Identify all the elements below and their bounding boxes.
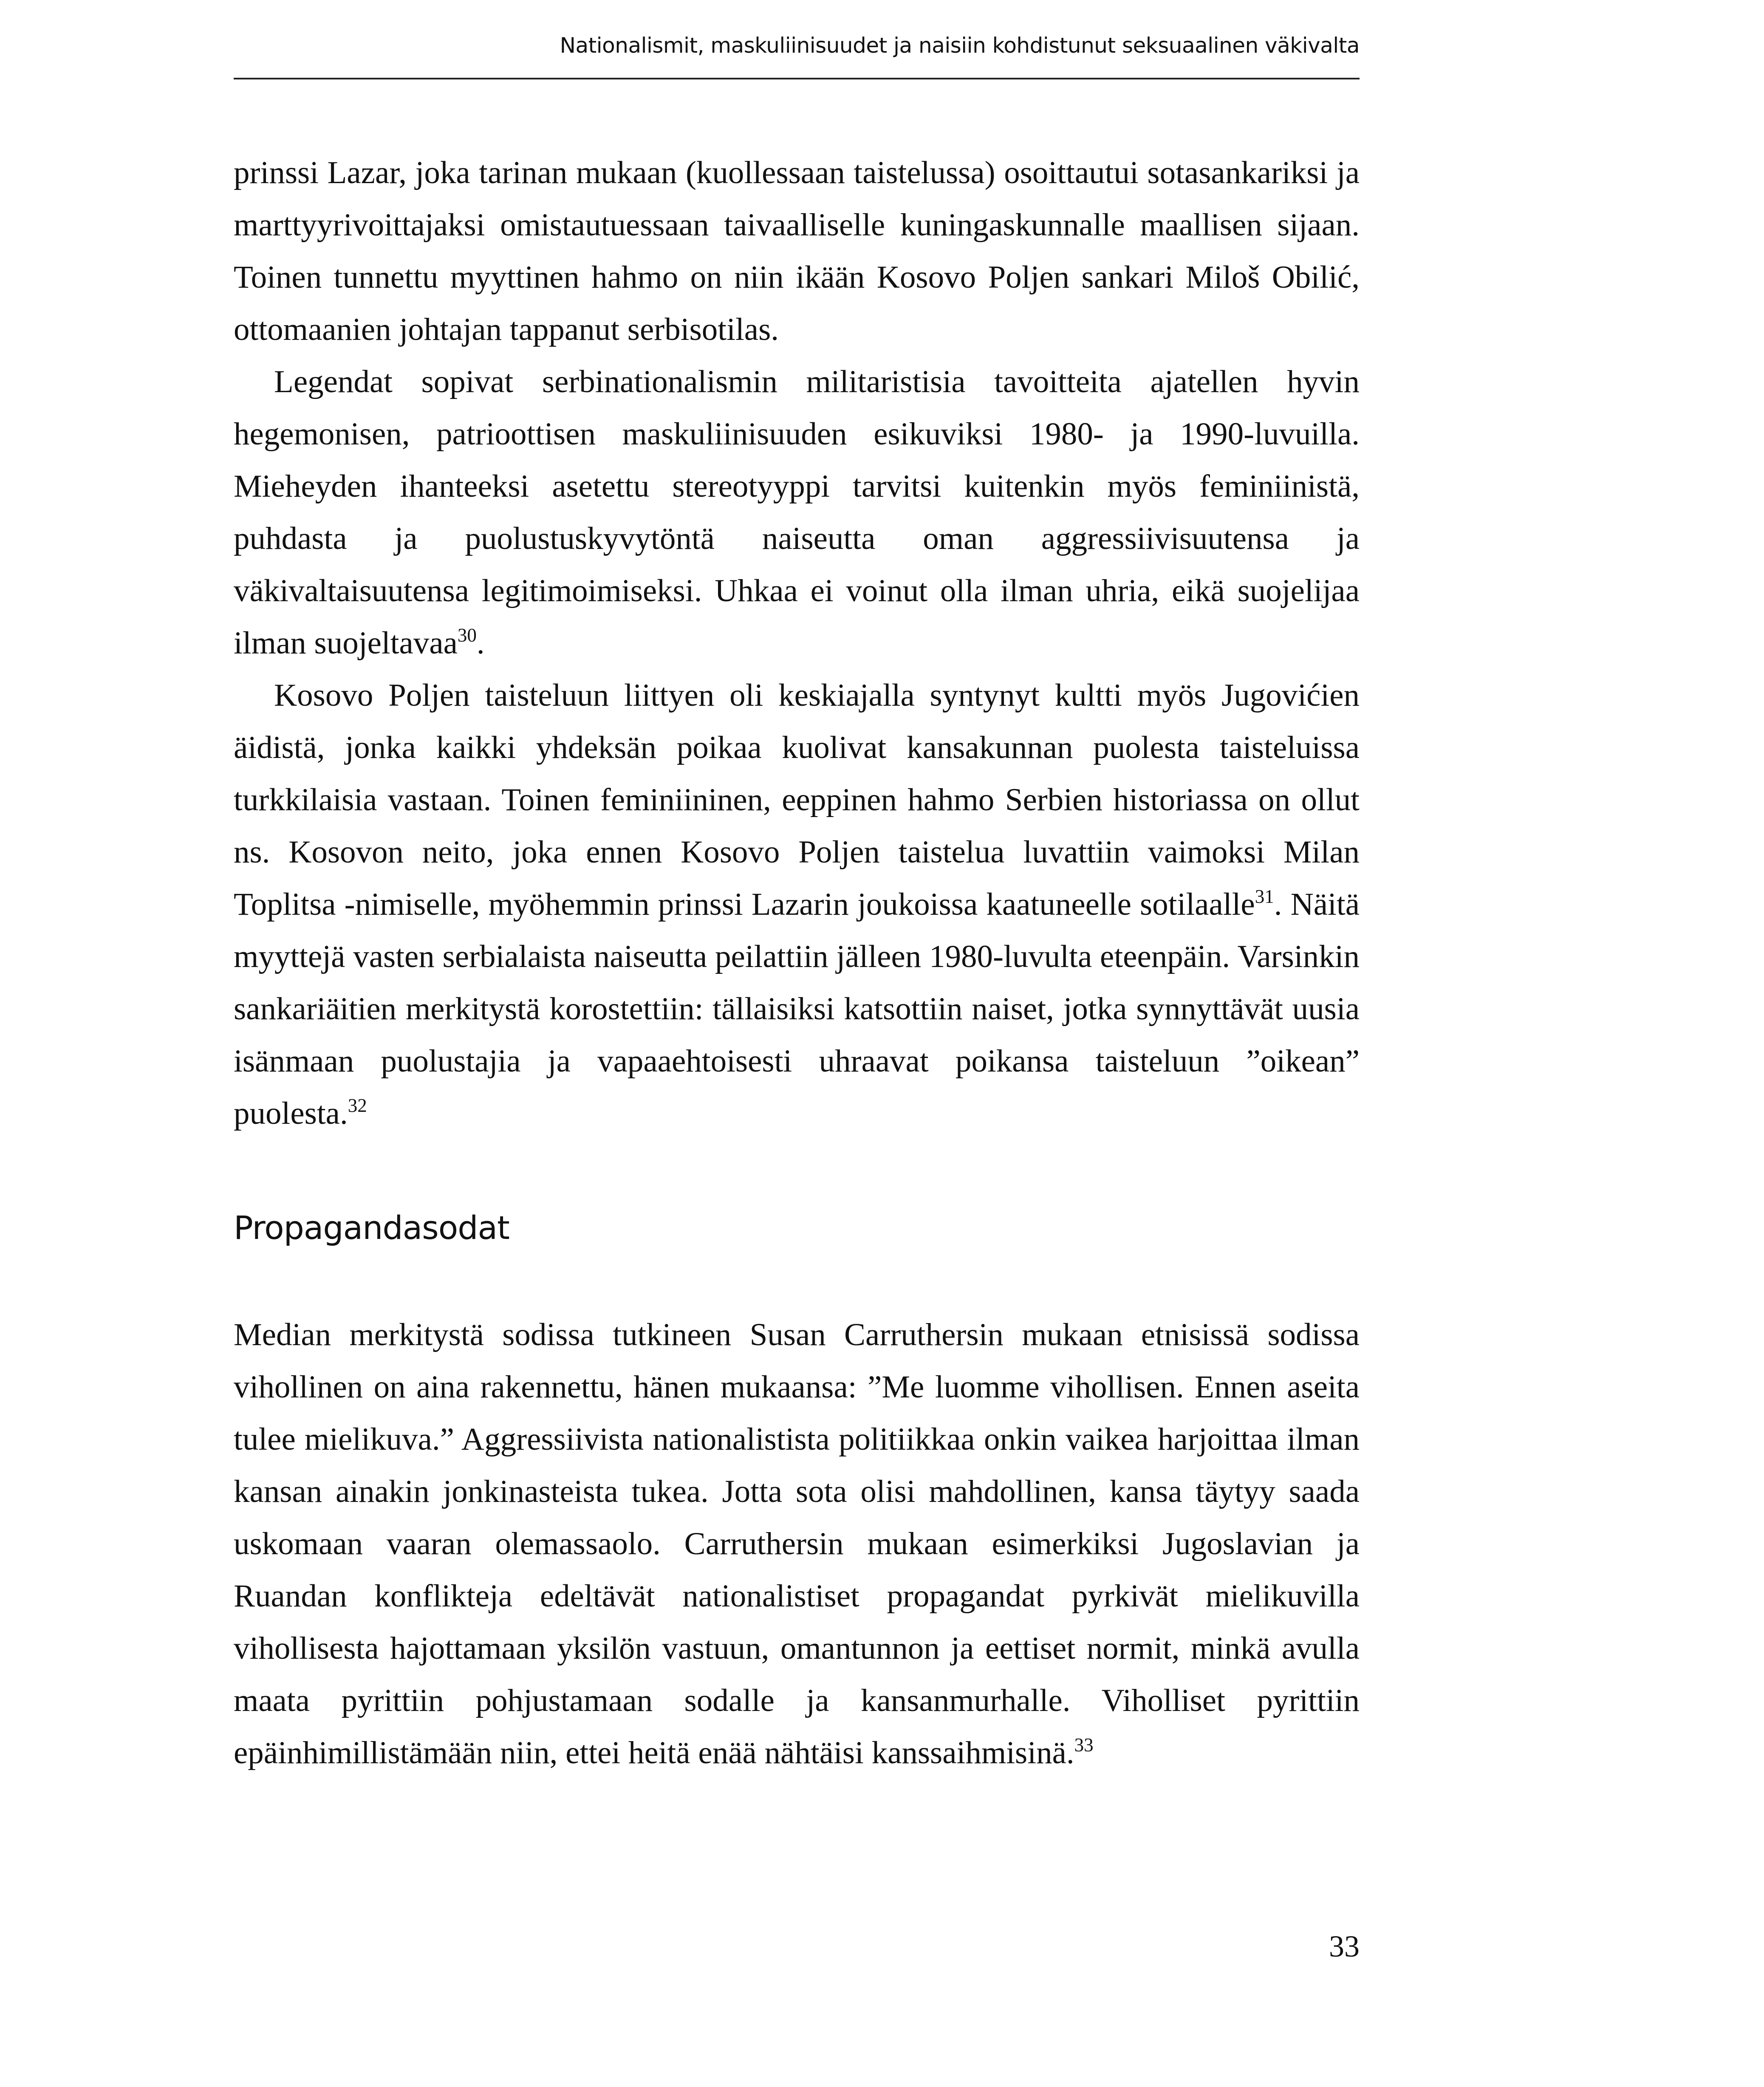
footnote-ref-31: 31 bbox=[1255, 886, 1274, 907]
paragraph-4 bbox=[234, 1309, 1360, 1779]
paragraph-1-text: prinssi Lazar, joka tarinan mukaan (kuollessaan taistelussa) osoittautui sotasankariksi ja marttyyrivoittajaksi omistautuessaan taivaalliselle kuningaskunnalle maallisen sijaan. Toinen tunnettu myyttinen hahmo on niin ikään Kosovo Poljen sankari Miloš Obilić, ottomaanien johtajan tappanut serbisotilas. bbox=[234, 155, 1360, 347]
paragraph-1 bbox=[234, 147, 1360, 356]
footnote-ref-32: 32 bbox=[348, 1095, 367, 1116]
paragraph-2 bbox=[234, 356, 1360, 669]
running-head: Nationalismit, maskuliinisuudet ja naisiin kohdistunut seksuaalinen väkivalta bbox=[560, 33, 1360, 58]
body-text-section-2 bbox=[234, 1309, 1360, 1779]
paragraph-3-text: Kosovo Poljen taisteluun liittyen oli keskiajalla syntynyt kultti myös Jugovićien äidistä, jonka kaikki yhdeksän poikaa kuolivat kansakunnan puolesta taisteluissa turkkilaisia vastaan. Toinen feminiininen, eeppinen hahmo Serbien historiassa on ollut ns. Kosovon neito, joka ennen Kosovo Poljen taistelua luvattiin vaimoksi Milan Toplitsa -nimiselle, myöhemmin prinssi Lazarin joukoissa kaatuneelle sotilaalle bbox=[234, 678, 1360, 922]
paragraph-3 bbox=[234, 669, 1360, 1140]
page-number: 33 bbox=[1329, 1929, 1360, 1963]
paragraph-4-text: Median merkitystä sodissa tutkineen Susan Carruthersin mukaan etnisissä sodissa vihollinen on aina rakennettu, hänen mukaansa: ”Me luomme vihollisen. Ennen aseita tulee mielikuva.” Aggressiivista nationalistista politiikkaa onkin vaikea harjoittaa ilman kansan ainakin jonkinasteista tukea. Jotta sota olisi mahdollinen, kansa täytyy saada uskomaan vaaran olemassaolo. Carruthersin mukaan esimerkiksi Jugoslavian ja Ruandan konflikteja edeltävät nationalistiset propagandat pyrkivät mielikuvilla vihollisesta hajottamaan yksilön vastuun, omantunnon ja eettiset normit, minkä avulla maata pyrittiin pohjustamaan sodalle ja kansanmurhalle. Viholliset pyrittiin epäinhimillistämään niin, ettei heitä enää nähtäisi kanssaihmisinä. bbox=[234, 1317, 1360, 1770]
paragraph-3-continuation: . Näitä myyttejä vasten serbialaista naiseutta peilattiin jälleen 1980-luvulta eteenpäin. Varsinkin sankariäitien merkitystä korostettiin: tällaisiksi katsottiin naiset, jotka synnyttävät uusia isänmaan puolustajia ja vapaaehtoisesti uhraavat poikansa taisteluun ”oikean” puolesta. bbox=[234, 887, 1360, 1131]
header-rule bbox=[234, 78, 1360, 79]
footnote-ref-33: 33 bbox=[1074, 1734, 1094, 1756]
paragraph-2-end: . bbox=[476, 625, 485, 661]
body-text-section-1 bbox=[234, 147, 1360, 1140]
section-heading: Propagandasodat bbox=[234, 1209, 509, 1247]
paragraph-2-text: Legendat sopivat serbinationalismin militaristisia tavoitteita ajatellen hyvin hegemonisen, patrioottisen maskuliinisuuden esikuviksi 1980- ja 1990-luvuilla. Mieheyden ihanteeksi asetettu stereotyyppi tarvitsi kuitenkin myös feminiinistä, puhdasta ja puolustuskyvytöntä naiseutta oman aggressiivisuutensa ja väkivaltaisuutensa legitimoimiseksi. Uhkaa ei voinut olla ilman uhria, eikä suojelijaa ilman suojeltavaa bbox=[234, 364, 1360, 661]
footnote-ref-30: 30 bbox=[457, 625, 477, 646]
